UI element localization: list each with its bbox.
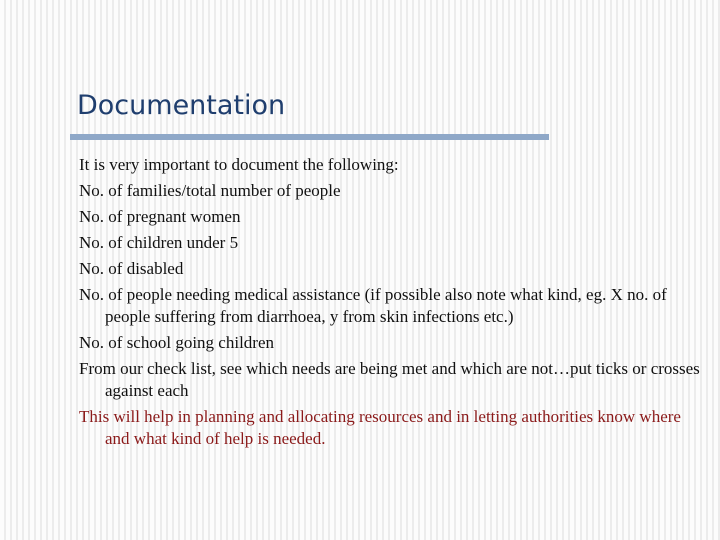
list-item: No. of school going children bbox=[79, 333, 274, 352]
list-item: No. of pregnant women bbox=[79, 207, 241, 226]
bullet-list bbox=[79, 154, 709, 454]
list-item: No. of families/total number of people bbox=[79, 181, 341, 200]
list-item-highlight: This will help in planning and allocating resources and in letting authorities know where and what kind of help is needed. bbox=[79, 407, 681, 448]
list-item: From our check list, see which needs are being met and which are not…put ticks or crosses against each bbox=[79, 359, 700, 400]
title-underline bbox=[70, 134, 549, 140]
slide-title: Documentation bbox=[77, 90, 286, 121]
list-item: No. of people needing medical assistance (if possible also note what kind, eg. X no. of people suffering from diarrhoea, y from skin infections etc.) bbox=[79, 285, 667, 326]
list-item: No. of disabled bbox=[79, 259, 184, 278]
list-item: No. of children under 5 bbox=[79, 233, 239, 252]
list-item: It is very important to document the following: bbox=[79, 155, 399, 174]
